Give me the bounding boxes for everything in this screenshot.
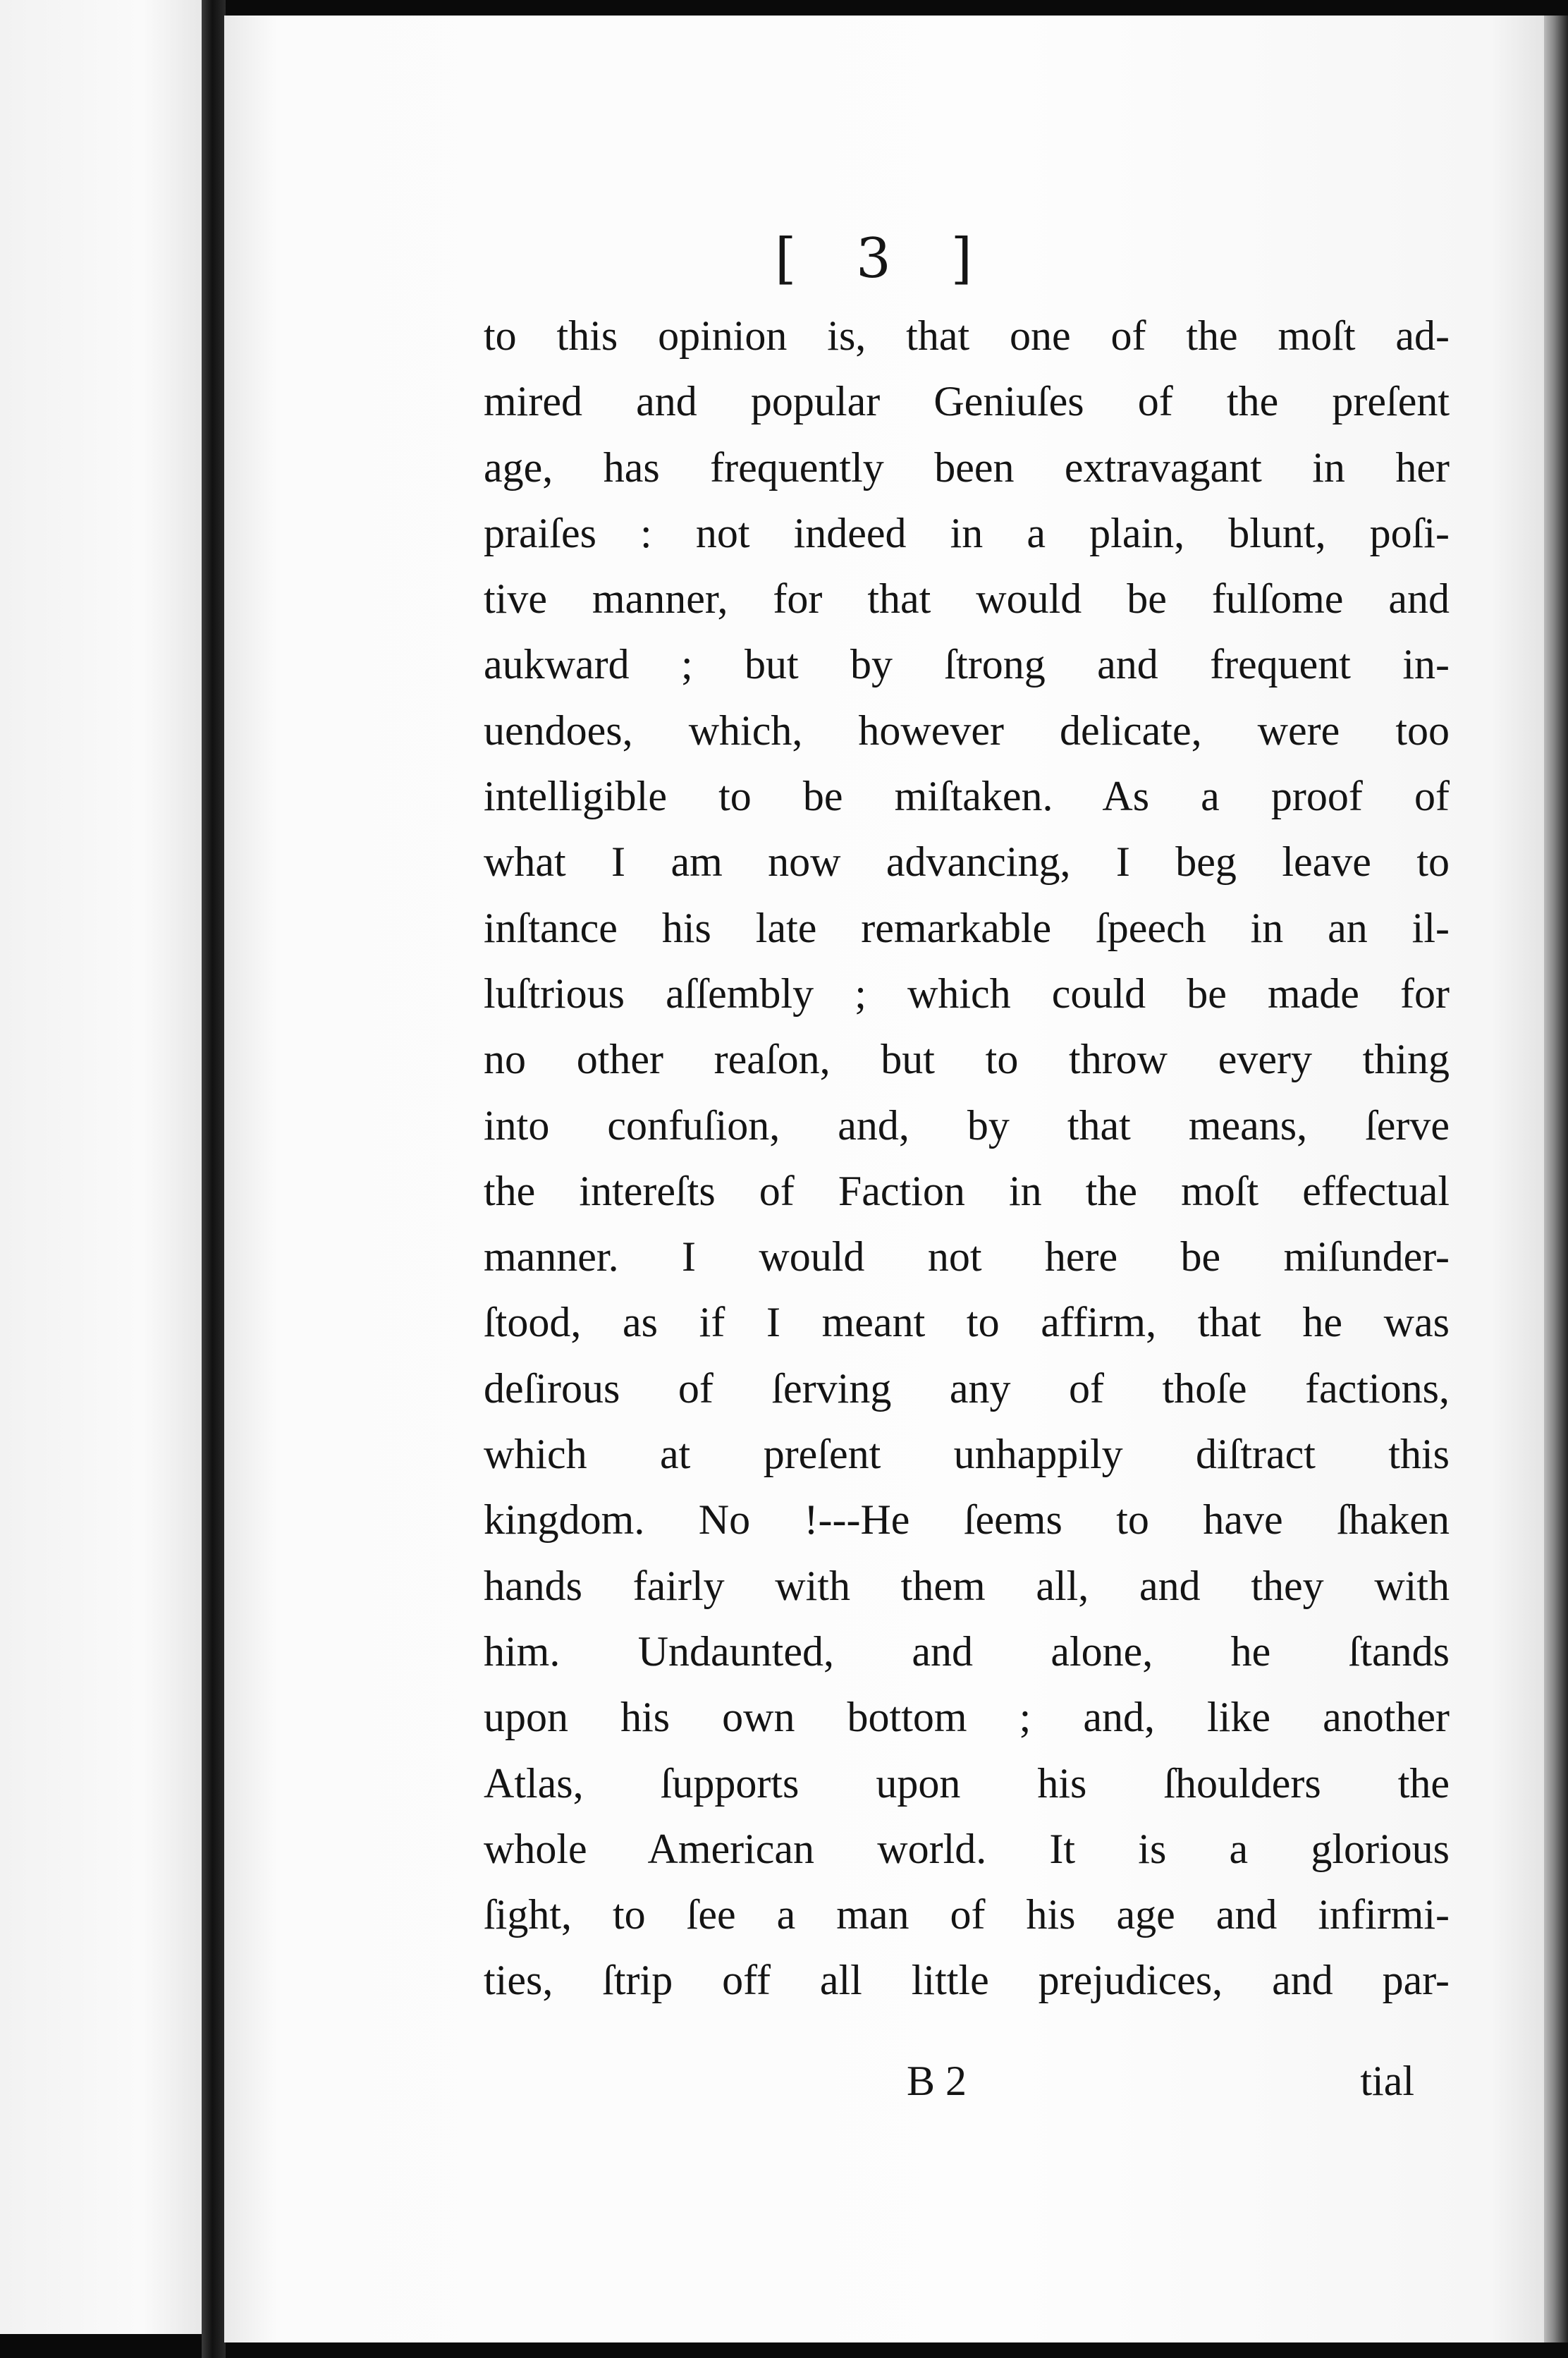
page-footer bbox=[484, 2057, 1414, 2123]
text-line: kingdom. No !---He ſeems to have ſhaken bbox=[484, 1496, 1450, 1544]
text-line: no other reaſon, but to throw every thing bbox=[484, 1036, 1450, 1083]
text-line: mired and popular Geniuſes of the preſent bbox=[484, 378, 1450, 425]
catchword: tial bbox=[1360, 2058, 1414, 2104]
page-edge-shadow bbox=[1544, 16, 1568, 2342]
text-line: to this opinion is, that one of the moſt ad- bbox=[484, 312, 1450, 359]
text-line: ſtood, as if I meant to affirm, that he was bbox=[484, 1299, 1450, 1346]
text-line: age, has frequently been extravagant in her bbox=[484, 444, 1450, 491]
text-line: deſirous of ſerving any of thoſe factions, bbox=[484, 1364, 1450, 1412]
text-line: upon his own bottom ; and, like another bbox=[484, 1694, 1450, 1741]
text-line: praiſes : not indeed in a plain, blunt, poſi- bbox=[484, 509, 1450, 556]
page-number-header: [ 3 ] bbox=[774, 227, 994, 291]
text-line: him. Undaunted, and alone, he ſtands bbox=[484, 1627, 1450, 1675]
text-line: into confuſion, and, by that means, ſerve bbox=[484, 1101, 1450, 1149]
body-text bbox=[484, 303, 1450, 2014]
book-gutter bbox=[202, 0, 226, 2358]
text-line: luſtrious aſſembly ; which could be made for bbox=[484, 970, 1450, 1017]
text-line: inſtance his late remarkable ſpeech in an il- bbox=[484, 904, 1450, 951]
text-line: whole American world. It is a glorious bbox=[484, 1825, 1450, 1872]
book-page bbox=[224, 16, 1544, 2342]
text-line: what I am now advancing, I beg leave to bbox=[484, 838, 1450, 886]
text-line: aukward ; but by ſtrong and frequent in- bbox=[484, 641, 1450, 688]
text-line: the intereſts of Faction in the moſt effectual bbox=[484, 1167, 1450, 1214]
text-line: hands fairly with them all, and they with bbox=[484, 1562, 1450, 1609]
text-line: ties, ſtrip off all little prejudices, and par- bbox=[484, 1957, 1450, 2004]
text-line: uendoes, which, however delicate, were too bbox=[484, 707, 1450, 754]
text-line: Atlas, ſupports upon his ſhoulders the bbox=[484, 1759, 1450, 1807]
signature-mark: B 2 bbox=[907, 2058, 967, 2104]
text-line: intelligible to be miſtaken. As a proof of bbox=[484, 773, 1450, 820]
text-line: ſight, to ſee a man of his age and infirmi- bbox=[484, 1891, 1450, 1938]
facing-page-edge bbox=[0, 0, 204, 2334]
text-line: which at preſent unhappily diſtract this bbox=[484, 1431, 1450, 1478]
text-line: manner. I would not here be miſunder- bbox=[484, 1233, 1450, 1281]
text-line: tive manner, for that would be fulſome and bbox=[484, 575, 1450, 623]
